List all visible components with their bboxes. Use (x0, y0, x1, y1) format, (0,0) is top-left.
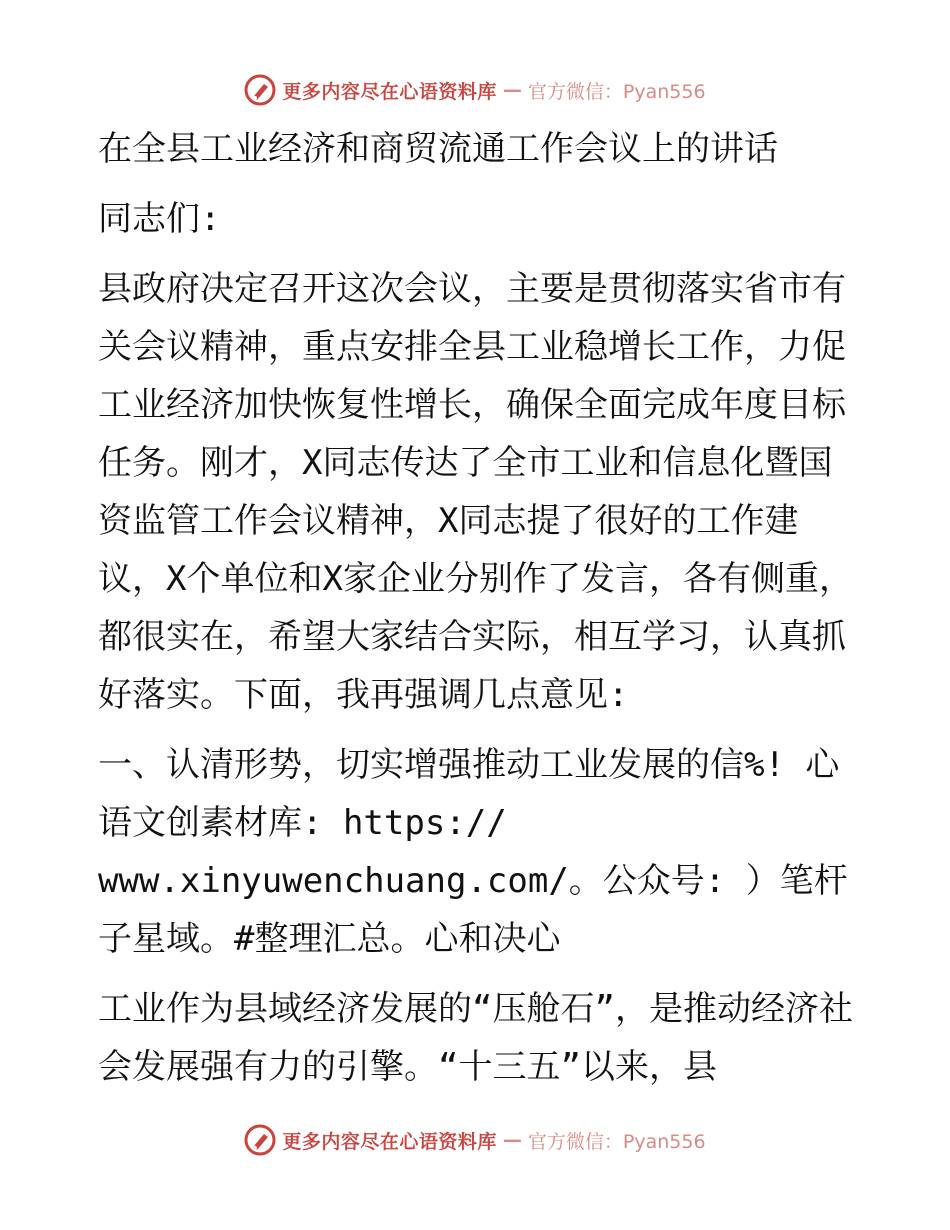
paragraph: www.xinyuwenchuang.com/。公众号: ）笔杆子星域。#整理汇总。心和决心 (98, 861, 848, 959)
banner-wechat: 官方微信：Pyan556 (527, 80, 706, 103)
document-body (98, 120, 858, 1108)
pen-logo-icon (244, 74, 276, 106)
header-banner (0, 70, 950, 110)
pen-logo-icon (244, 1124, 276, 1156)
footer-banner (0, 1120, 950, 1160)
banner-wechat: 官方微信：Pyan556 (527, 1130, 706, 1153)
banner-text: 更多内容尽在心语资料库 (282, 80, 497, 103)
banner-dash: — (502, 1129, 522, 1151)
banner-dash: — (502, 79, 522, 101)
paragraph: 县政府决定召开这次会议，主要是贯彻落实省市有关会议精神，重点安排全县工业稳增长工作，力促工业经济加快恢复性增长，确保全面完成年度目标任务。刚才，X同志传达了全市工业和信息化暨国资监管工作会议精神，X同志提了很好的工作建议，X个单位和X家企业分别作了发言，各有侧重，都很实在，希望大家结合实际，相互学习，认真抓好落实。下面，我再强调几点意见: (98, 269, 853, 715)
greeting: 同志们: (98, 199, 221, 239)
paragraph: 工业作为县域经济发展的“压舱石”，是推动经济社会发展强有力的引擎。“十三五”以来，县 (98, 989, 853, 1087)
paragraph: 一、认清形势，切实增强推动工业发展的信%! 心语文创素材库: https:// (98, 745, 840, 843)
document-title: 在全县工业经济和商贸流通工作会议上的讲话 (98, 129, 778, 169)
banner-text: 更多内容尽在心语资料库 (282, 1130, 497, 1153)
